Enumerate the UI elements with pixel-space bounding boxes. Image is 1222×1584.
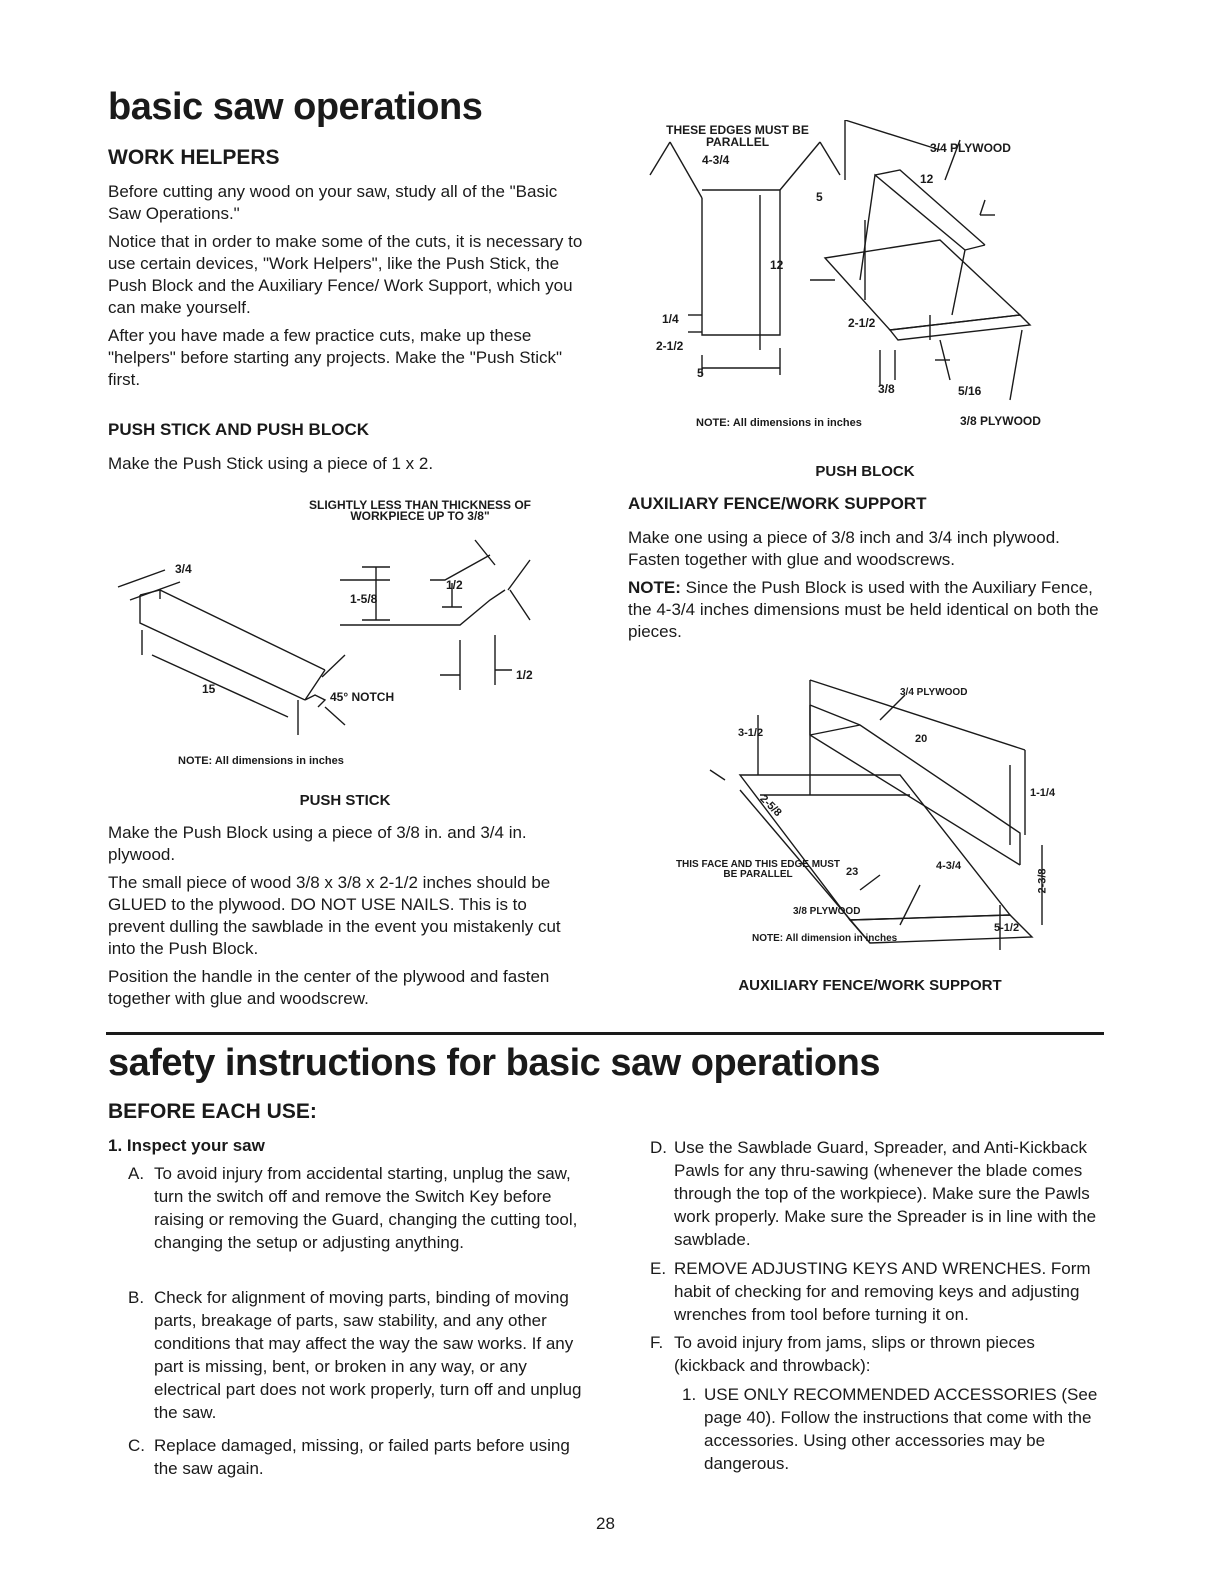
notch-label: 45° NOTCH (330, 690, 395, 704)
dim-label: 2-1/2 (848, 316, 876, 330)
dim-label: 12 (920, 172, 934, 186)
item-key: F. (650, 1333, 664, 1352)
dim-label: 12 (770, 258, 784, 272)
dim-label: 3/8 (878, 382, 895, 396)
dim-label: 4-3/4 (936, 860, 962, 872)
item-key: A. (128, 1164, 145, 1183)
section-divider (106, 1032, 1104, 1035)
plywood-label: 3/4 PLYWOOD (930, 141, 1011, 155)
work-helpers-text (108, 181, 588, 391)
plywood-label: 3/8 PLYWOOD (793, 906, 861, 917)
push-section-heading: PUSH STICK AND PUSH BLOCK (108, 420, 369, 439)
dim-label: 5 (816, 190, 823, 204)
item-text: REMOVE ADJUSTING KEYS AND WRENCHES. Form habit of checking for and removing keys and adjusting wrenches from tool before turning it on. (674, 1259, 1091, 1324)
figure-caption: PUSH BLOCK (815, 463, 915, 480)
plywood-label: 3/4 PLYWOOD (900, 687, 968, 698)
note-paragraph (628, 577, 1103, 643)
push-stick-callout: SLIGHTLY LESS THAN THICKNESS OF WORKPIECE UP TO 3/8" (308, 498, 532, 523)
item-text: Use the Sawblade Guard, Spreader, and Anti-Kickback Pawls for any thru-sawing (whenever the blade comes through the top of the workpiece). Make sure the Pawls work properly. Make sure the Spreader is in line with the sawblade. (674, 1138, 1097, 1249)
note-label: NOTE: (628, 578, 681, 597)
page-number: 28 (596, 1514, 615, 1533)
dim-label: 20 (915, 733, 928, 745)
list-item (128, 1162, 588, 1254)
safety-title: safety instructions for basic saw operations (108, 1042, 880, 1084)
aux-text (628, 527, 1103, 643)
paragraph: After you have made a few practice cuts, make up these "helpers" before starting any projects. Make the "Push Stick" first. (108, 326, 563, 389)
aux-fence-diagram (670, 665, 1090, 970)
plywood-label: 3/8 PLYWOOD (960, 414, 1041, 428)
paragraph: Make the Push Block using a piece of 3/8 in. and 3/4 in. plywood. (108, 823, 527, 864)
paragraph: The small piece of wood 3/8 x 3/8 x 2-1/2 inches should be GLUED to the plywood. DO NOT USE NAILS. This is to prevent dulling the sawblade in the event you mistakenly cut into the Push Block. (108, 873, 561, 958)
dim-label: 3/4 (175, 562, 192, 576)
push-block-callout: THESE EDGES MUST BE PARALLEL (666, 123, 809, 149)
dim-label: 1-5/8 (350, 592, 378, 606)
item-key: E. (650, 1259, 667, 1278)
item-key: D. (650, 1138, 667, 1157)
dim-label: 3-1/2 (738, 727, 764, 739)
figure-caption: PUSH STICK (299, 792, 391, 809)
dim-label: 23 (846, 866, 859, 878)
dim-label: 1/4 (662, 312, 679, 326)
dim-label: 5/16 (958, 384, 982, 398)
dim-label: 2-5/8 (757, 792, 784, 820)
dim-label: 4-3/4 (702, 153, 730, 167)
page-title: basic saw operations (108, 86, 483, 128)
work-helpers-heading: WORK HELPERS (108, 146, 280, 169)
item-text: Replace damaged, missing, or failed parts before using the saw again. (154, 1436, 570, 1478)
dimension-note: NOTE: All dimension in inches (752, 933, 898, 944)
push-stick-text: Make the Push Stick using a piece of 1 x 2. (108, 454, 434, 473)
list-item (650, 1331, 1110, 1377)
item-key: B. (128, 1288, 145, 1307)
dim-label: 1/2 (516, 668, 533, 682)
inspect-heading: 1. Inspect your saw (108, 1136, 265, 1155)
dim-label: 2-3/8 (1036, 868, 1049, 894)
before-heading: BEFORE EACH USE: (108, 1100, 317, 1123)
dim-label: 5-1/2 (994, 922, 1020, 934)
aux-section-heading: AUXILIARY FENCE/WORK SUPPORT (628, 494, 927, 513)
paragraph: Notice that in order to make some of the cuts, it is necessary to use certain devices, "Work Helpers", like the Push Stick, the Push Block and the Auxiliary Fence/ Work Support, which you can make yourself. (108, 232, 583, 317)
dim-label: 5 (697, 366, 704, 380)
item-text: USE ONLY RECOMMENDED ACCESSORIES (See page 40). Follow the instructions that come with the accessories. Using other accessories may be dangerous. (704, 1385, 1098, 1473)
list-item (650, 1136, 1110, 1251)
dimension-note: NOTE: All dimensions in inches (178, 755, 344, 767)
item-key: 1. (682, 1385, 697, 1404)
paragraph: Before cutting any wood on your saw, study all of the "Basic Saw Operations." (108, 182, 558, 223)
item-text: To avoid injury from jams, slips or thrown pieces (kickback and throwback): (674, 1333, 1035, 1375)
note-text: Since the Push Block is used with the Auxiliary Fence, the 4-3/4 inches dimensions must be held identical on both the pieces. (628, 578, 1099, 641)
dim-label: 15 (202, 682, 216, 696)
item-text: Check for alignment of moving parts, binding of moving parts, breakage of parts, saw stability, and any other conditions that may affect the way the saw works. If any part is missing, bent, or broken in any way, or any electrical part does not work properly, turn off and unplug the saw. (154, 1288, 582, 1422)
figure-caption: AUXILIARY FENCE/WORK SUPPORT (738, 977, 1002, 994)
list-item (682, 1383, 1107, 1475)
dim-label: 2-1/2 (656, 339, 684, 353)
item-text: To avoid injury from accidental starting, unplug the saw, turn the switch off and remove the Switch Key before raising or removing the Guard, changing the cutting tool, changing the setup or adjusting anything. (154, 1164, 578, 1252)
list-item (128, 1286, 588, 1424)
aux-callout: THIS FACE AND THIS EDGE MUST BE PARALLEL (675, 859, 841, 880)
list-item (650, 1257, 1110, 1326)
paragraph: Position the handle in the center of the plywood and fasten together with glue and woodscrew. (108, 967, 550, 1008)
dim-label: 1/2 (446, 578, 463, 592)
push-block-text (108, 822, 588, 1010)
paragraph: Make one using a piece of 3/8 inch and 3/4 inch plywood. Fasten together with glue and woodscrews. (628, 528, 1060, 569)
dim-label: 1-1/4 (1030, 787, 1056, 799)
dimension-note: NOTE: All dimensions in inches (696, 417, 862, 429)
push-stick-diagram (100, 495, 590, 795)
list-item (128, 1434, 588, 1480)
item-key: C. (128, 1436, 145, 1455)
